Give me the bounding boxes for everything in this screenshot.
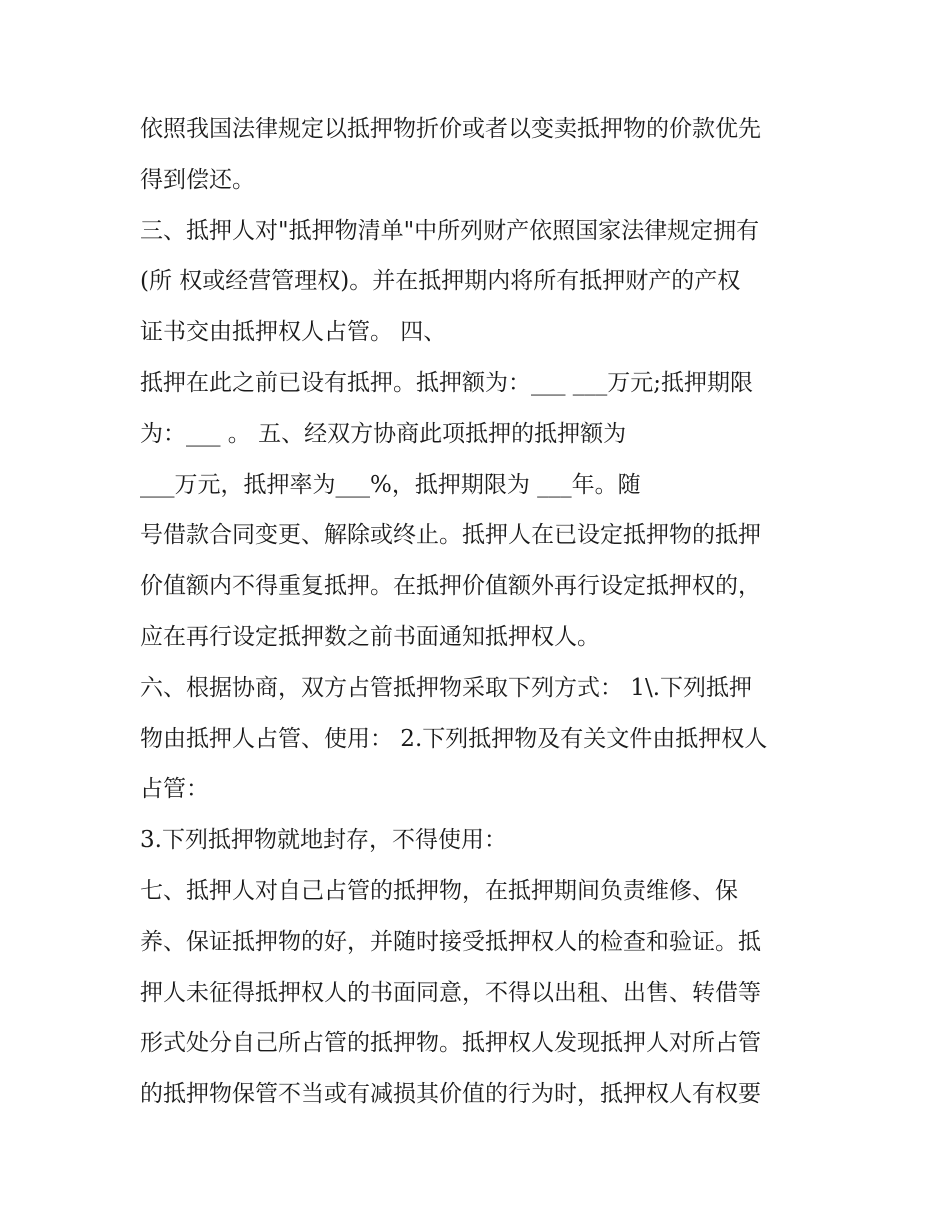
- text-line: (所 权或经营管理权)。并在抵押期内将所有抵押财产的产权: [140, 268, 741, 295]
- text-line: 价值额内不得重复抵押。在抵押价值额外再行设定抵押权的，: [140, 573, 761, 600]
- text-line: 依照我国法律规定以抵押物折价或者以变卖抵押物的价款优先: [140, 116, 761, 142]
- text-line: 的抵押物保管不当或有减损其价值的行为时，抵押权人有权要: [140, 1081, 761, 1108]
- text-line: 应在再行设定抵押数之前书面通知抵押权人。: [140, 623, 600, 650]
- text-line: 押人未征得抵押权人的书面同意，不得以出租、出售、转借等: [140, 979, 761, 1006]
- text-line: 形式处分自己所占管的抵押物。抵押权人发现抵押人对所占管: [140, 1030, 761, 1057]
- text-line: 号借款合同变更、解除或终止。抵押人在已设定抵押物的抵押: [140, 522, 761, 549]
- text-line: ___万元，抵押率为___%，抵押期限为 ___年。随: [140, 471, 641, 498]
- text-line: 养、保证抵押物的好，并随时接受抵押权人的检查和验证。抵: [140, 928, 761, 955]
- text-line: 3.下列抵押物就地封存，不得使用：: [140, 827, 507, 854]
- text-line: 抵押在此之前已设有抵押。抵押额为：___ ___万元;抵押期限: [140, 369, 754, 396]
- text-line: 占管：: [140, 776, 209, 803]
- text-line: 得到偿还。: [140, 166, 255, 193]
- text-line: 七、抵押人对自己占管的抵押物，在抵押期间负责维修、保: [140, 877, 738, 904]
- text-line: 三、抵押人对"抵押物清单"中所列财产依照国家法律规定拥有: [140, 217, 760, 244]
- text-line: 为：___ 。 五、经双方协商此项抵押的抵押额为: [140, 420, 627, 447]
- text-line: 六、根据协商，双方占管抵押物采取下列方式： 1\.下列抵押: [140, 674, 753, 701]
- document-body: [140, 104, 830, 1120]
- text-line: 证书交由抵押权人占管。 四、: [140, 319, 447, 346]
- text-line: 物由抵押人占管、使用： 2.下列抵押物及有关文件由抵押权人: [140, 725, 768, 752]
